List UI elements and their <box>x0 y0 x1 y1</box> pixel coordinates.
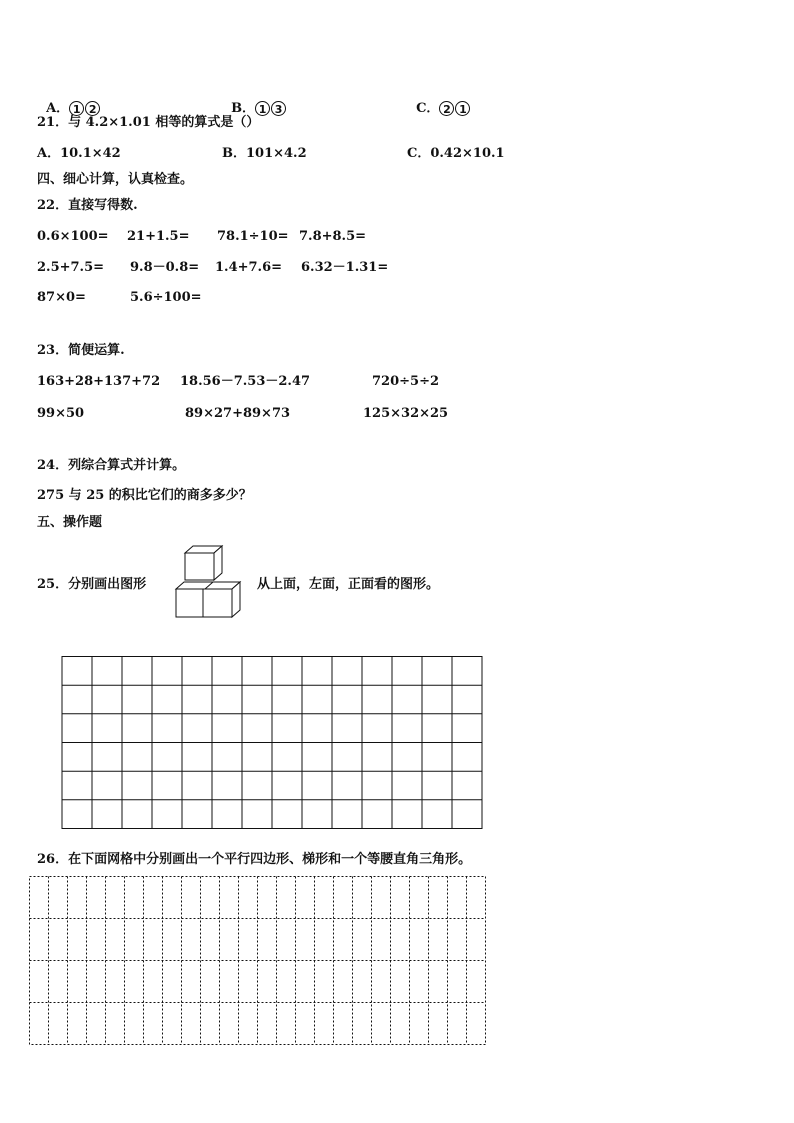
q21-option-a: A．10.1×42 <box>37 146 121 161</box>
q23-item: 125×32×25 <box>363 406 449 421</box>
circled-number-icon: 2 <box>85 101 100 116</box>
circled-number-icon: 2 <box>439 101 454 116</box>
q20-option-b-letter: B． <box>231 101 256 116</box>
q21-option-c: C．0.42×10.1 <box>407 146 505 161</box>
q21-option-b: B．101×4.2 <box>222 146 307 161</box>
q25-drawing-grid[interactable] <box>61 656 484 830</box>
q22-item: 6.32－1.31= <box>301 260 389 275</box>
circled-number-icon: 3 <box>271 101 286 116</box>
q20-option-c <box>407 82 471 118</box>
q23-item: 99×50 <box>37 406 85 421</box>
q24-title: 24．列综合算式并计算。 <box>37 458 186 473</box>
q22-item: 0.6×100= <box>37 229 109 244</box>
q23-item: 163+28+137+72 <box>37 374 161 389</box>
q23-item: 720÷5÷2 <box>372 374 440 389</box>
q23-title: 23．简便运算. <box>37 343 125 358</box>
q25-text-after: 从上面，左面，正面看的图形。 <box>257 577 440 592</box>
q22-item: 21+1.5= <box>127 229 190 244</box>
q20-option-b <box>222 82 287 118</box>
q22-item: 7.8+8.5= <box>299 229 367 244</box>
q22-item: 2.5+7.5= <box>37 260 105 275</box>
q22-item: 5.6÷100= <box>130 290 202 305</box>
q23-item: 89×27+89×73 <box>185 406 291 421</box>
section-4-heading: 四、细心计算，认真检查。 <box>37 172 194 187</box>
q20-option-a-letter: A． <box>46 101 70 116</box>
circled-number-icon: 1 <box>69 101 84 116</box>
q22-item: 87×0= <box>37 290 86 305</box>
circled-number-icon: 1 <box>255 101 270 116</box>
q22-item: 78.1÷10= <box>217 229 289 244</box>
q25-text-before: 25．分别画出图形 <box>37 577 147 592</box>
q21-title: 21．与 4.2×1.01 相等的算式是（） <box>37 115 260 130</box>
q26-title: 26．在下面网格中分别画出一个平行四边形、梯形和一个等腰直角三角形。 <box>37 852 472 867</box>
q26-drawing-grid[interactable] <box>28 875 488 1047</box>
cube-stack-figure <box>172 543 244 621</box>
q20-option-a <box>37 82 101 118</box>
q23-item: 18.56－7.53－2.47 <box>180 374 311 389</box>
q22-title: 22．直接写得数. <box>37 198 138 213</box>
q22-item: 1.4+7.6= <box>215 260 283 275</box>
q22-item: 9.8－0.8= <box>130 260 200 275</box>
section-5-heading: 五、操作题 <box>37 515 103 530</box>
q20-option-c-letter: C． <box>416 101 440 116</box>
q24-question: 275 与 25 的积比它们的商多多少？ <box>37 488 252 503</box>
circled-number-icon: 1 <box>455 101 470 116</box>
